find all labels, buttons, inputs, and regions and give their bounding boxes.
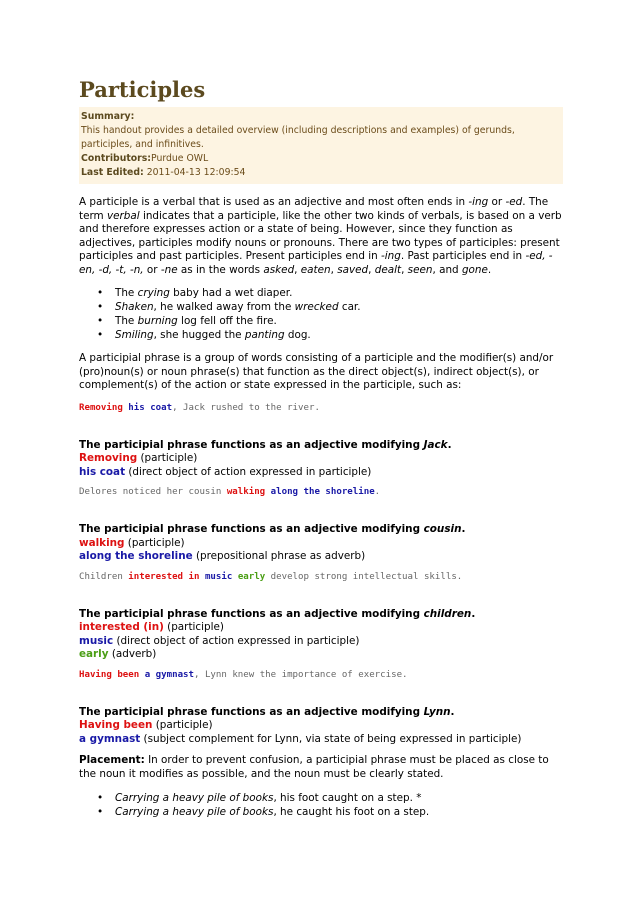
example-sentence-3: Children interested in music early develop strong intellectual skills. (79, 571, 463, 582)
summary-box (79, 107, 563, 184)
example-analysis-4: The participial phrase functions as an adjective modifying Lynn. Having been (participle) a gymnast (subject complement for Lynn, via state of being expressed in participle) (79, 705, 522, 745)
list-item: • Shaken, he walked away from the wrecked car. (97, 300, 563, 314)
example-analysis-3: The participial phrase functions as an adjective modifying children. interested (in) (participle) music (direct object of action expressed in participle) early (adverb) (79, 607, 476, 660)
list-item: • Smiling, she hugged the panting dog. (97, 328, 563, 342)
contributors-label: Contributors: (81, 153, 151, 164)
summary-text: This handout provides a detailed overview (including descriptions and examples) of gerunds, participles, and infinitives. (81, 125, 515, 150)
last-edited-label: Last Edited: (81, 167, 144, 178)
summary-label: Summary: (81, 111, 135, 122)
example-analysis-2: The participial phrase functions as an adjective modifying cousin. walking (participle) along the shoreline (prepositional phrase as adverb) (79, 523, 466, 562)
placement-paragraph: Placement: In order to prevent confusion, a participial phrase must be placed as close to the noun it modifies as possible, and the noun must be clearly stated. (79, 754, 549, 780)
example-sentence-2: Delores noticed her cousin walking along the shoreline. (79, 487, 381, 497)
participle-examples-list (79, 286, 563, 342)
list-item: • Carrying a heavy pile of books, his foot caught on a step. * (97, 791, 563, 805)
contributors-value: Purdue OWL (151, 153, 209, 164)
phrase-definition: A participial phrase is a group of words consisting of a participle and the modifier(s) and/or (pro)noun(s) or noun phrase(s) that function as the direct object(s), indirect object(s), or complement(s) of the action or state expressed in the participle, such as: (79, 352, 554, 391)
example-sentence-4: Having been a gymnast, Lynn knew the importance of exercise. (79, 669, 408, 680)
list-item: • The burning log fell off the fire. (97, 314, 563, 328)
example-analysis-1: The participial phrase functions as an adjective modifying Jack. Removing (participle) his coat (direct object of action expressed in participle) (79, 438, 452, 478)
list-item: • The crying baby had a wet diaper. (97, 286, 563, 300)
last-edited-value: 2011-04-13 12:09:54 (146, 167, 246, 178)
page-title: Participles (79, 77, 206, 102)
placement-examples-list (79, 791, 563, 819)
intro-paragraph: A participle is a verbal that is used as an adjective and most often ends in -ing or -ed. The term verbal indicates that a participle, like the other two kinds of verbals, is based on a verb and therefore expresses action or a state of being. However, since they function as adjectives, participles modify nouns or pronouns. There are two types of participles: present participles and past participles. Present participles end in -ing. Past participles end in -ed, -en, -d, -t, -n, or -ne as in the words asked, eaten, saved, dealt, seen, and gone. (79, 196, 562, 276)
list-item: • Carrying a heavy pile of books, he caught his foot on a step. (97, 805, 563, 819)
example-sentence-1: Removing his coat, Jack rushed to the river. (79, 402, 320, 413)
article (79, 78, 563, 819)
